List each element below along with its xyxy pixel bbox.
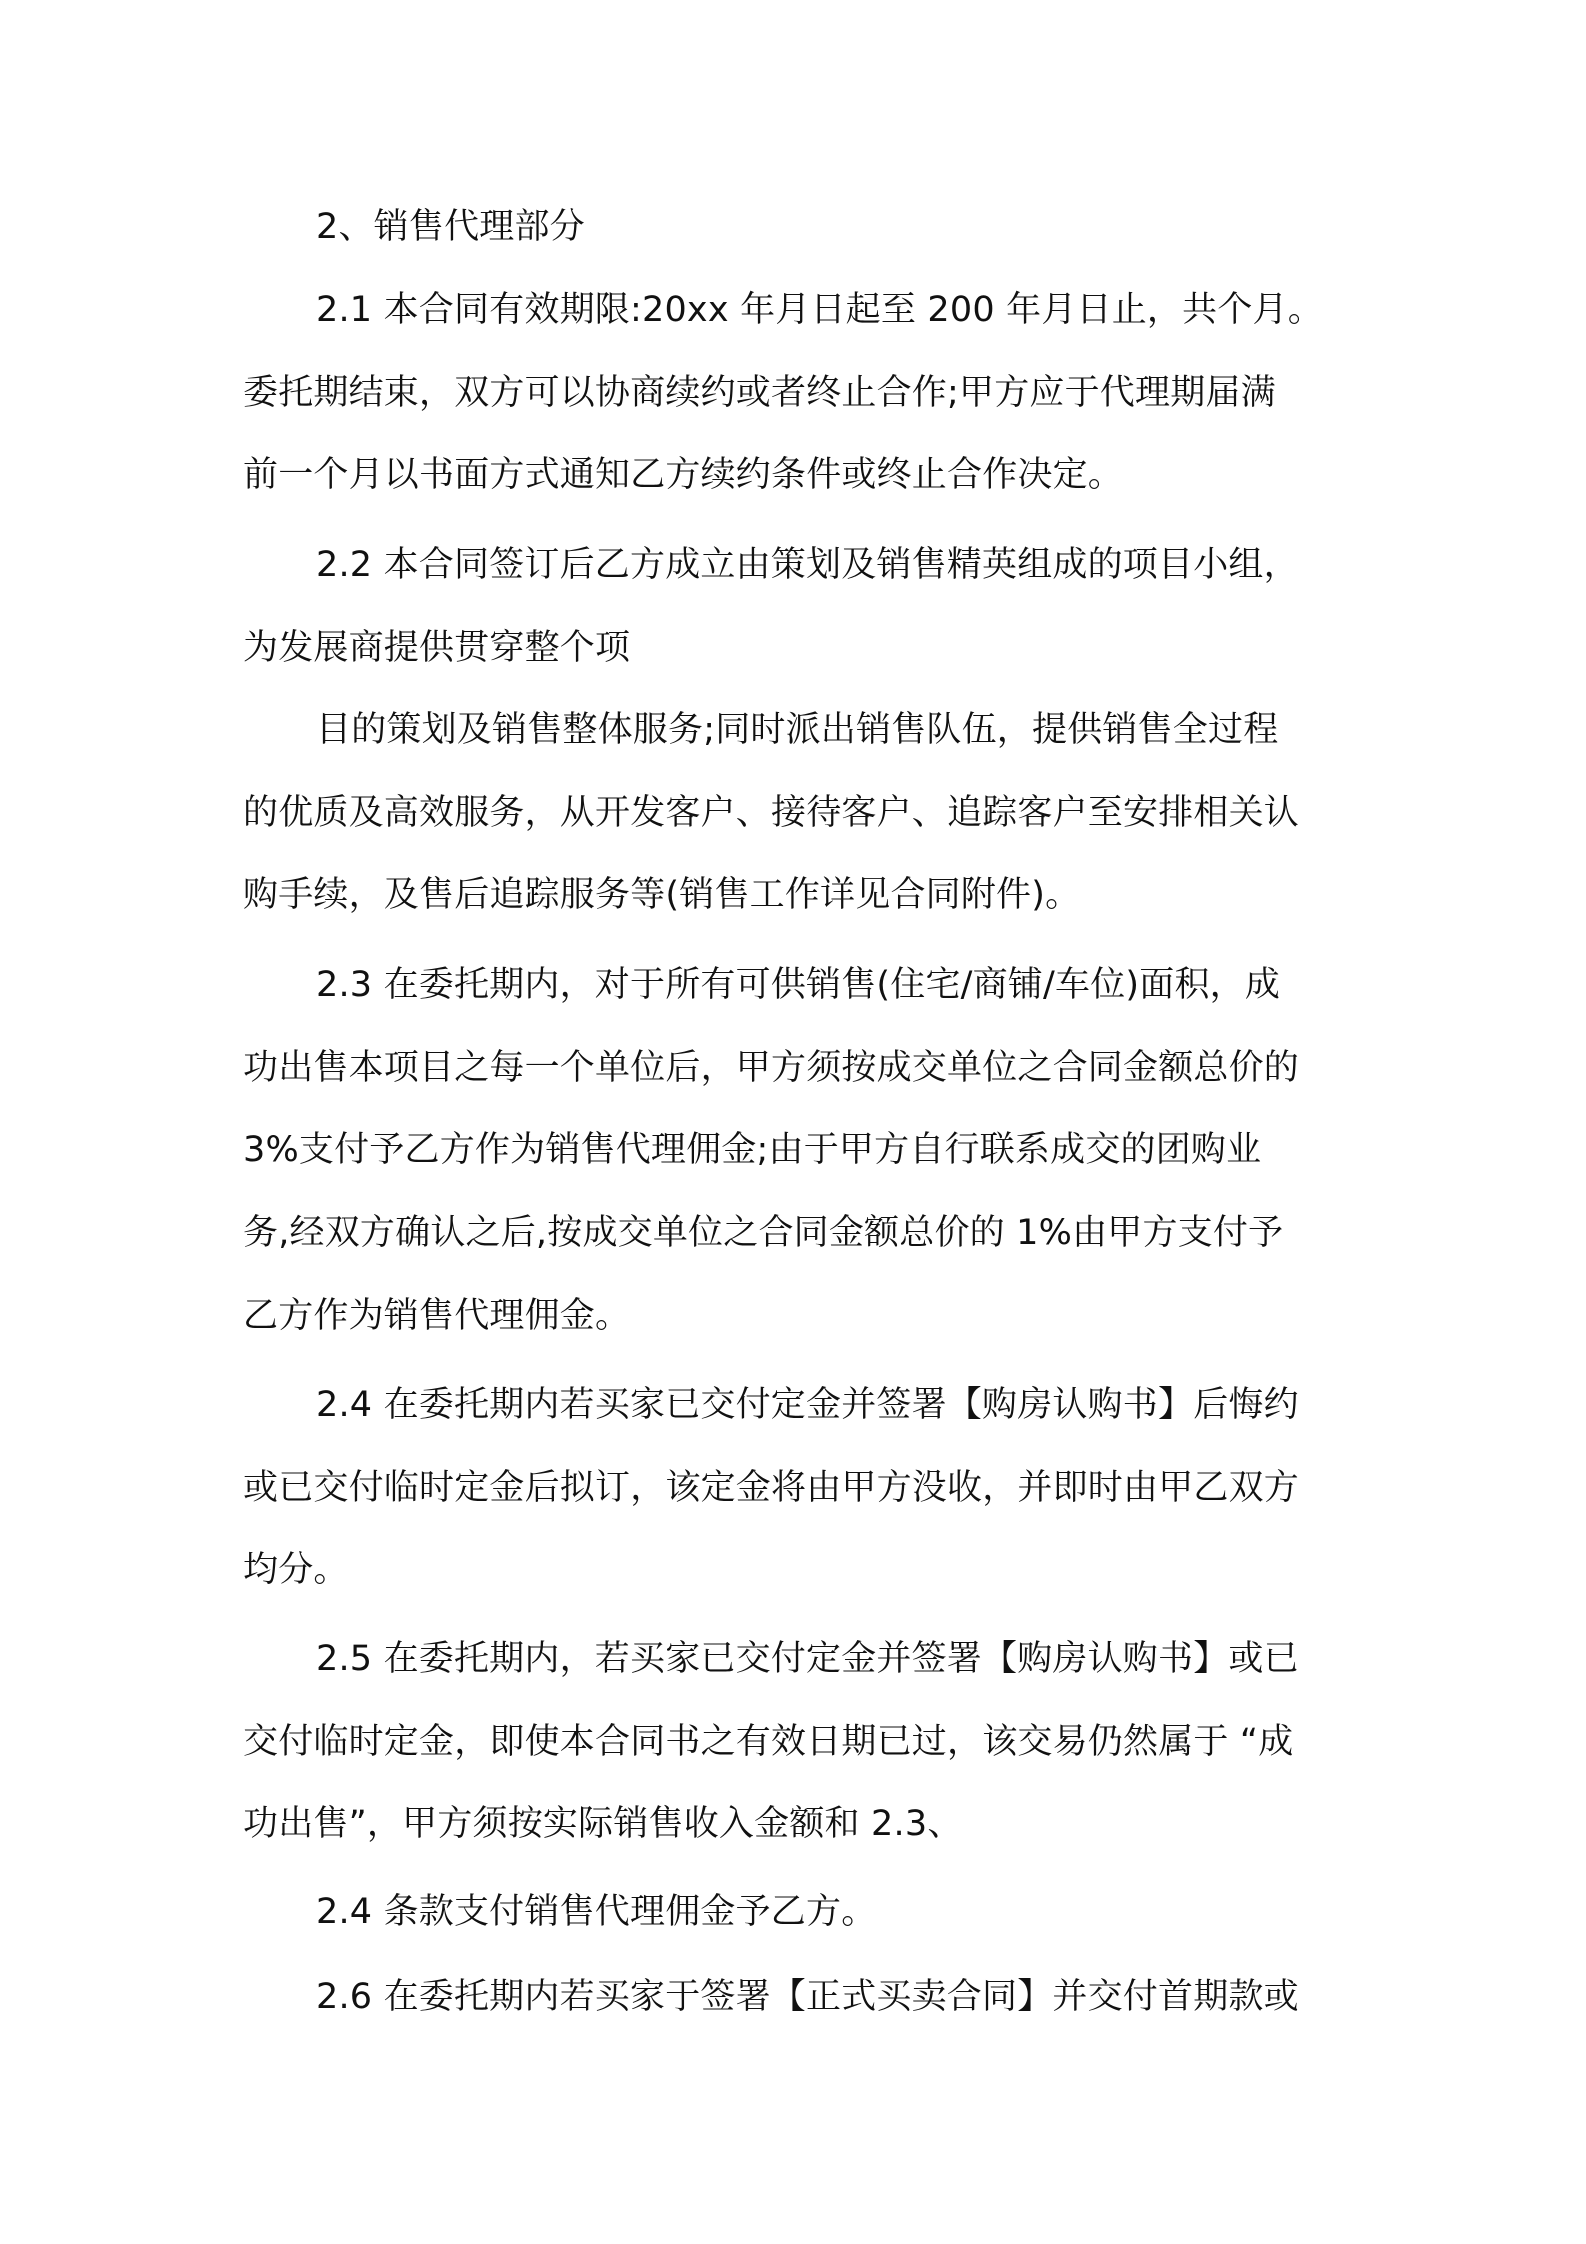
clause-2-2: 2.2 本合同签订后乙方成立由策划及销售精英组成的项目小组， 为发展商提供贯穿整个项 <box>243 545 1299 668</box>
clause-2-6: 2.6 在委托期内若买家于签署【正式买卖合同】并交付首期款或 <box>316 1977 1299 2017</box>
clause-2-1: 2.1 本合同有效期限:20xx 年月日起至 200 年月日止，共个月。 委托期结束，双方可以协商续约或者终止合作;甲方应于代理期届满 前一个月以书面方式通知乙方续约条件或终止合作决定。 <box>243 290 1323 496</box>
clause-2-3: 2.3 在委托期内，对于所有可供销售(住宅/商铺/车位)面积，成 功出售本项目之每一个单位后，甲方须按成交单位之合同金额总价的 3%支付予乙方作为销售代理佣金;由于甲方自行联系成交的团购业 务,经双方确认之后,按成交单位之合同金额总价的 1%由甲方支付予 乙方作为销售代理佣金。 <box>243 965 1300 1336</box>
clause-2-5: 2.5 在委托期内，若买家已交付定金并签署【购房认购书】或已 交付临时定金，即使本合同书之有效日期已过，该交易仍然属于 “成 功出售”，甲方须按实际销售收入金额和 2.3、 <box>243 1639 1299 1845</box>
clause-2-5-continued: 2.4 条款支付销售代理佣金予乙方。 <box>316 1892 877 1932</box>
clause-2-2-continued: 目的策划及销售整体服务;同时派出销售队伍，提供销售全过程 的优质及高效服务，从开发客户、接待客户、追踪客户至安排相关认 购手续，及售后追踪服务等(销售工作详见合同附件)。 <box>243 710 1300 916</box>
clause-2-4: 2.4 在委托期内若买家已交付定金并签署【购房认购书】后悔约 或已交付临时定金后拟订，该定金将由甲方没收，并即时由甲乙双方 均分。 <box>243 1385 1300 1591</box>
section-heading: 2、销售代理部分 <box>316 207 585 247</box>
